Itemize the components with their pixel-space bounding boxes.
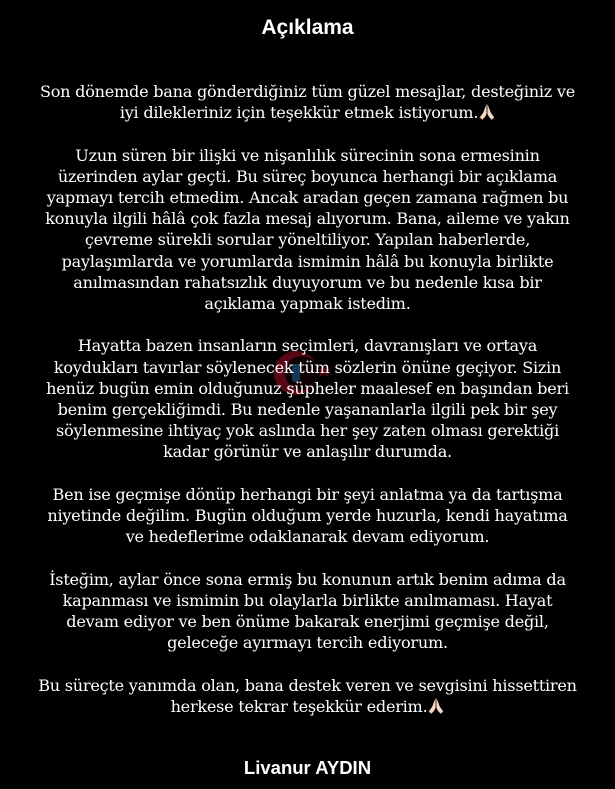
- line-text: ve hedeflerime odaklanarak devam ediyorum.: [125, 527, 490, 547]
- paragraph: [30, 569, 585, 654]
- paragraph-line: [30, 675, 585, 696]
- line-text: yapmayı tercih etmedim. Ancak aradan geçen zamana rağmen bu: [46, 188, 569, 207]
- paragraph: [30, 675, 585, 717]
- praying-hands-icon: [428, 697, 444, 714]
- paragraph-line: [30, 378, 585, 399]
- line-text: niyetinde değilim. Bugün olduğum yerde huzurla, kendi hayatıma: [47, 506, 568, 526]
- paragraph: [30, 145, 585, 315]
- line-text: herkese tekrar teşekkür ederim.: [170, 696, 428, 716]
- paragraph: [30, 81, 585, 123]
- paragraph-line: [30, 102, 585, 123]
- line-text: konuyla ilgili hâlâ çok fazla mesaj alıyorum. Bana, aileme ve yakın: [45, 209, 570, 229]
- line-text: geleceğe ayırmayı tercih ediyorum.: [167, 633, 448, 653]
- signature: Livanur AYDIN: [243, 757, 372, 778]
- paragraph-line: [30, 611, 585, 632]
- paragraph-line: [30, 484, 585, 505]
- paragraph-line: [30, 505, 585, 526]
- line-text: anılmasından rahatsızlık duyuyorum ve bu nedenle kısa bir: [73, 272, 542, 292]
- paragraph-line: [30, 187, 585, 208]
- paragraph-line: [30, 357, 585, 378]
- line-text: üzerinden aylar geçti. Bu süreç boyunca herhangi bir açıklama: [57, 166, 558, 186]
- document-title: Açıklama: [261, 16, 354, 39]
- paragraph-line: [30, 590, 585, 611]
- line-text: söylenmesine ihtiyaç yok aslında her şey zaten olması gerektiği: [56, 421, 559, 441]
- paragraph-line: [30, 208, 585, 229]
- line-text: koydukları tavırlar söylenecek tüm sözlerin önüne geçiyor. Sizin: [53, 357, 562, 377]
- paragraph-line: [30, 569, 585, 590]
- paragraph-line: [30, 251, 585, 272]
- paragraph-line: [30, 632, 585, 653]
- paragraph: [30, 335, 585, 462]
- line-text: paylaşımlarda ve yorumlarda ismimin hâlâ bu konuyla birlikte: [61, 251, 554, 271]
- line-text: kadar görünür ve anlaşılır durumda.: [163, 442, 452, 462]
- line-text: açıklama yapmak istedim.: [204, 294, 411, 314]
- paragraph-line: [30, 293, 585, 314]
- line-text: Son dönemde bana gönderdiğiniz tüm güzel mesajlar, desteğiniz ve: [39, 82, 576, 101]
- paragraph-line: [30, 420, 585, 441]
- line-text: kapanması ve ismimin bu olaylarla birlikte anılmaması. Hayat: [62, 590, 553, 610]
- paragraph-line: [30, 229, 585, 250]
- paragraph-line: [30, 399, 585, 420]
- line-text: benim gerçekliğimdi. Bu nedenle yaşananlarla ilgili pek bir şey: [57, 400, 558, 420]
- line-text: Hayatta bazen insanların seçimleri, davranışları ve ortaya: [77, 336, 538, 356]
- statement-body: [30, 81, 585, 738]
- line-text: çevreme sürekli sorular yöneltiliyor. Yapılan haberlerde,: [84, 230, 531, 250]
- paragraph-line: [30, 145, 585, 166]
- praying-hands-icon: [479, 103, 495, 120]
- paragraph-line: [30, 166, 585, 187]
- line-text: Uzun süren bir ilişki ve nişanlılık sürecinin sona ermesinin: [75, 145, 540, 165]
- paragraph-line: [30, 441, 585, 462]
- line-text: iyi dilekleriniz için teşekkür etmek istiyorum.: [119, 103, 479, 123]
- paragraph-line: [30, 696, 585, 717]
- paragraph-line: [30, 335, 585, 356]
- paragraph: [30, 484, 585, 548]
- line-text: henüz bugün emin olduğunuz şüpheler maalesef en başından beri: [46, 378, 569, 398]
- paragraph-line: [30, 81, 585, 102]
- line-text: Ben ise geçmişe dönüp herhangi bir şeyi anlatma ya da tartışma: [52, 484, 563, 504]
- line-text: Bu süreçte yanımda olan, bana destek veren ve sevgisini hissettiren: [38, 675, 577, 695]
- line-text: devam ediyor ve ben önüme bakarak enerjimi geçmişe değil,: [66, 612, 549, 632]
- line-text: İsteğim, aylar önce sona ermiş bu konunun artık benim adıma da: [49, 569, 566, 589]
- paragraph-line: [30, 272, 585, 293]
- paragraph-line: [30, 526, 585, 547]
